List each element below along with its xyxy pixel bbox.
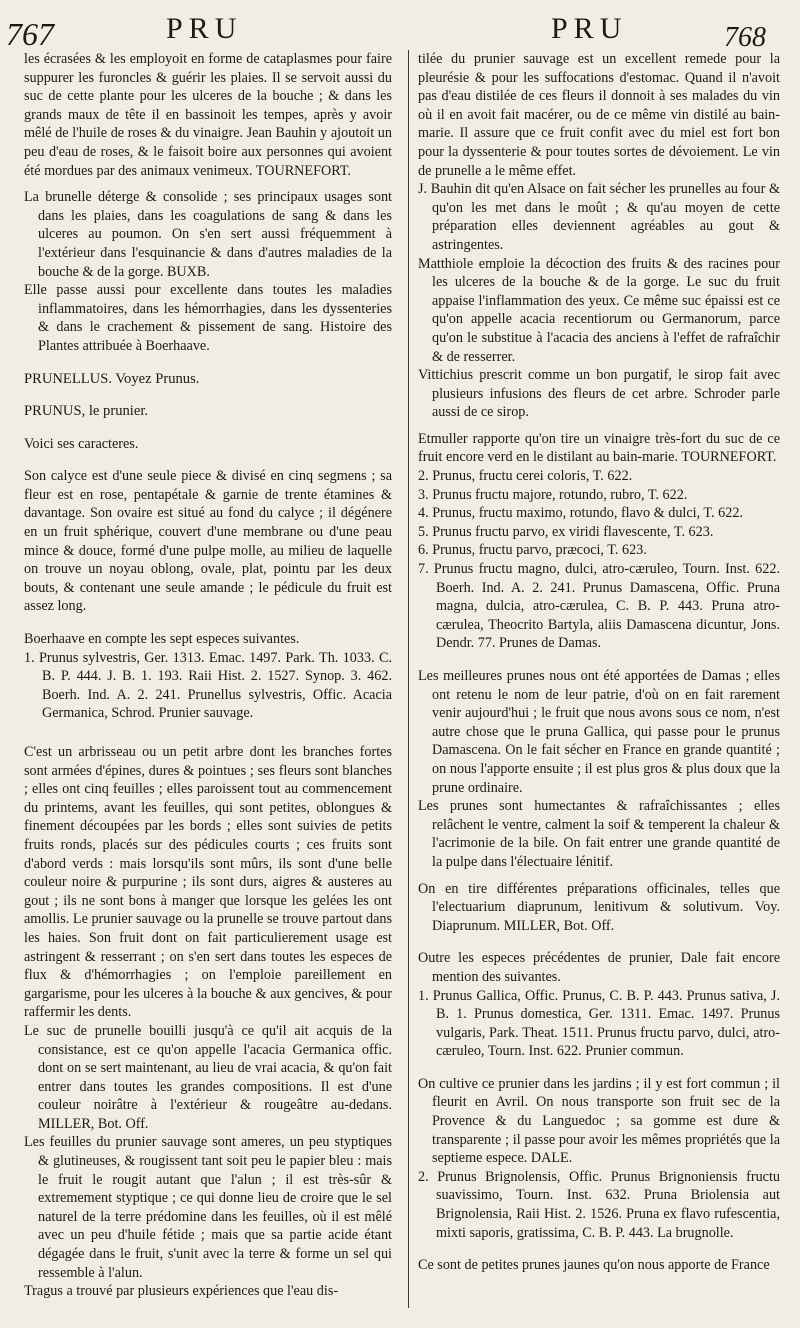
left-column bbox=[24, 50, 392, 1301]
entry-heading: PRUNUS, le prunier. bbox=[24, 403, 149, 420]
species-entry: 7. Prunus fructu magno, dulci, atro-cæruleo, Tourn. Inst. 622. Boerh. Ind. A. 2. 241. Prunus Damascena, Offic. Pruna magna, dulcia, atro-cærulea, C. B. P. 443. Pruna atro-cærulea, Theocrito Bartyla, aliis Damascena dicuntur, Jons. Dendr. 77. Prunes de Damas. bbox=[418, 561, 780, 652]
paragraph: Les feuilles du prunier sauvage sont ameres, un peu styptiques & glutineuses, & rougissent tant soit peu le papier bleu : mais le fruit le rougit autant que l'alun ; il est très-sûr & extremement styptique ; ce qui donne lieu de croire que le sel naturel de la terre prédomine dans les feuilles, où il est mêlé avec un peu d'huile fétide ; mais que sa partie acide étant dégagée dans le fruit, s'unit avec la terre & forme un sel qui ressemble à l'alun. bbox=[24, 1134, 392, 1281]
species-entry: 2. Prunus, fructu cerei coloris, T. 622. bbox=[418, 468, 633, 485]
column-divider bbox=[408, 50, 409, 1308]
paragraph: Les prunes sont humectantes & rafraîchissantes ; elles relâchent le ventre, calment la soif & temperent la chaleur & l'acrimonie de la bile. On fait entrer une grande quantité de la pulpe dans l'électuaire lénitif. bbox=[418, 798, 780, 870]
paragraph: On en tire différentes préparations officinales, telles que l'electuarium diaprunum, lenitivum & solutivum. Voy. Diaprunum. MILLER, Bot. Off. bbox=[418, 880, 780, 934]
paragraph: Ce sont de petites prunes jaunes qu'on nous apporte de France bbox=[418, 1257, 770, 1274]
species-entry: 6. Prunus, fructu parvo, præcoci, T. 623. bbox=[418, 542, 647, 559]
paragraph: J. Bauhin dit qu'en Alsace on fait sécher les prunelles au four & qu'on les met dans le moût ; & qu'au moyen de cette préparation elles deviennent agréables au gout & astringentes. bbox=[418, 181, 780, 253]
paragraph: Matthiole emploie la décoction des fruits & des racines pour les ulceres de la bouche & de la gorge. Le suc du fruit appaise l'inflammation des yeux. Ce même suc épaissi est ce qu'on appelle acacia recentiorum ou Germanorum, parce qu'on le substitue à l'acacia des anciens à l'effet de rafraîchir & de resserrer. bbox=[418, 255, 780, 365]
paragraph: Le suc de prunelle bouilli jusqu'à ce qu'il ait acquis de la consistance, est ce qu'on appelle l'acacia Germanica offic. dont on se sert maintenant, au lieu de vrai acacia, & qu'on fait entrer dans toutes les grandes compositions. Il est d'une couleur noirâtre à l'extérieur & rougeâtre au-dedans. MILLER, Bot. Off. bbox=[24, 1022, 392, 1132]
species-entry: 2. Prunus Brignolensis, Offic. Prunus Brignoniensis fructu suavissimo, Tourn. Inst. 632. Pruna Briolensia aut Brignolensia, Raii Hist. 2. 1526. Pruna ex flavo rufescentia, mixti saporis, gratissima, C. B. P. 443. La brugnolle. bbox=[418, 1168, 780, 1241]
paragraph: Son calyce est d'une seule piece & divisé en cinq segmens ; sa fleur est en rose, pentapétale & garnie de trente étamines & davantage. Son ovaire est situé au fond du calyce ; il dégénere en un fruit sphérique, couvert d'une membrane ou d'une peau mince & douce, formé d'une pulpe molle, au milieu de laquelle on trouve un noyau oblong, ovale, plat, pointu par les deux bouts, & contenant une seule amande ; le pédicule du fruit est assez long. bbox=[24, 468, 392, 615]
running-head-left: PRU bbox=[166, 12, 243, 45]
paragraph: Voici ses caracteres. bbox=[24, 435, 139, 452]
paragraph: Outre les especes précédentes de prunier, Dale fait encore mention des suivantes. bbox=[418, 950, 780, 985]
paragraph: La brunelle déterge & consolide ; ses principaux usages sont dans les plaies, dans les coagulations de sang & dans les ulceres au poumon. On s'en sert aussi fréquemment à l'extérieur dans l'esquinancie & dans d'autres maladies de la bouche & de la gorge. BUXB. bbox=[24, 189, 392, 280]
paragraph: Les meilleures prunes nous ont été apportées de Damas ; elles ont retenu le nom de leur patrie, d'où on en fait rarement venir aujourd'hui ; le fruit que nous avons sous ce nom, n'est autre chose que le pruna Gallica, qui passe pour le prunus Damascena. On le fait sécher en France en grande quantité ; on nous l'apporte ensuite ; il est plus gros & plus doux que la prune ordinaire. bbox=[418, 668, 780, 796]
paragraph: Tragus a trouvé par plusieurs expériences que l'eau dis- bbox=[24, 1283, 339, 1300]
paragraph: Etmuller rapporte qu'on tire un vinaigre très-fort du suc de ce fruit encore verd en le distilant au bain-marie. TOURNEFORT. bbox=[418, 430, 780, 466]
species-entry: 1. Prunus sylvestris, Ger. 1313. Emac. 1497. Park. Th. 1033. C. B. P. 444. J. B. 1. 193. Raii Hist. 2. 1527. Synop. 3. 462. Boerh. Ind. A. 2. 241. Prunellus sylvestris, Offic. Acacia Germanica, Schrod. Prunier sauvage. bbox=[24, 649, 392, 722]
paragraph: tilée du prunier sauvage est un excellent remede pour la pleurésie & pour les suffocations d'estomac. Quand il n'avoit pas d'eau distilée de ces fleurs il donnoit à ses malades du vin où il en avoit fait macérer, ou de ce même vin distilé au bain-marie. Il assure que ce fruit confit avec du miel est fort bon pour la dyssenterie & pour toutes sortes de dévoiement. Le vin de prunelle a le même effet. bbox=[418, 51, 780, 179]
paragraph: Boerhaave en compte les sept especes suivantes. bbox=[24, 631, 300, 648]
paragraph: C'est un arbrisseau ou un petit arbre dont les branches fortes sont armées d'épines, dures & pointues ; ses fleurs sont blanches ; elles ont cinq feuilles ; elles paroissent tout au commencement du printems, avant les feuilles, qui sont petites, oblongues & finement découpées par les bords ; elles sont suivies de petits fruits ronds, placés sur des pédicules courts ; ces fruits sont d'abord verds : mais lorsqu'ils sont mûrs, ils sont d'une belle couleur noire & purpurine ; ils sont durs, aigres & austeres au gout ; ils ne sont bons à manger que lorsque les gelées les ont amollis. Le prunier sauvage ou la prunelle se trouve partout dans les haies. Son fruit dont on fait particulierement usage est astringent & resserrant ; on s'en sert dans toutes les especes de flux & d'hémorrhagies ; on l'emploie pareillement en gargarisme, pour les ulceres à la bouche & aux gencives, & pour raffermir les dents. bbox=[24, 744, 392, 1021]
paragraph: On cultive ce prunier dans les jardins ; il y est fort commun ; il fleurit en Avril. On nous transporte son fruit sec de la Provence & du Languedoc ; sa gomme est dure & transparente ; il passe pour avoir les mêmes propriétés que la septieme espece. DALE. bbox=[418, 1075, 780, 1167]
paragraph: Elle passe aussi pour excellente dans toutes les maladies inflammatoires, dans les hémorrhagies, dans les dyssenteries & dans le crachement & pissement de sang. Histoire des Plantes attribuée à Boerhaave. bbox=[24, 282, 392, 354]
species-entry: 5. Prunus fructu parvo, ex viridi flavescente, T. 623. bbox=[418, 523, 714, 540]
page-number-left: 767 bbox=[6, 16, 54, 52]
paragraph: Vittichius prescrit comme un bon purgatif, le sirop fait avec plusieurs infusions des fleurs de cet arbre. Schroder parle aussi de ce sirop. bbox=[418, 367, 780, 421]
species-entry: 3. Prunus fructu majore, rotundo, rubro, T. 622. bbox=[418, 486, 688, 503]
running-head-right: PRU bbox=[551, 12, 628, 45]
entry-heading: PRUNELLUS. Voyez Prunus. bbox=[24, 370, 200, 387]
page-number-right: 768 bbox=[724, 22, 766, 53]
species-entry: 1. Prunus Gallica, Offic. Prunus, C. B. P. 443. Prunus sativa, J. B. 1. Prunus domestica, Ger. 1311. Emac. 1497. Prunus vulgaris, Park. Theat. 1511. Prunus fructu parvo, dulci, atro-cæruleo, Tourn. Inst. 622. Prunier commun. bbox=[418, 987, 780, 1060]
species-entry: 4. Prunus, fructu maximo, rotundo, flavo & dulci, T. 622. bbox=[418, 505, 743, 522]
right-column bbox=[418, 50, 780, 1275]
paragraph: les écrasées & les employoit en forme de cataplasmes pour faire suppurer les furoncles & guérir les plaies. Il se servoit aussi du suc de cette plante pour les ulceres de la bouche ; & dans les grands maux de tête il en bassinoit les tempes, après y avoir mêlé de l'huile de roses & du vinaigre. Jean Bauhin y ajoutoit un peu d'eau de roses, & le faisoit boire aux personnes qui avoient été mordues par des animaux venimeux. TOURNEFORT. bbox=[24, 51, 392, 179]
